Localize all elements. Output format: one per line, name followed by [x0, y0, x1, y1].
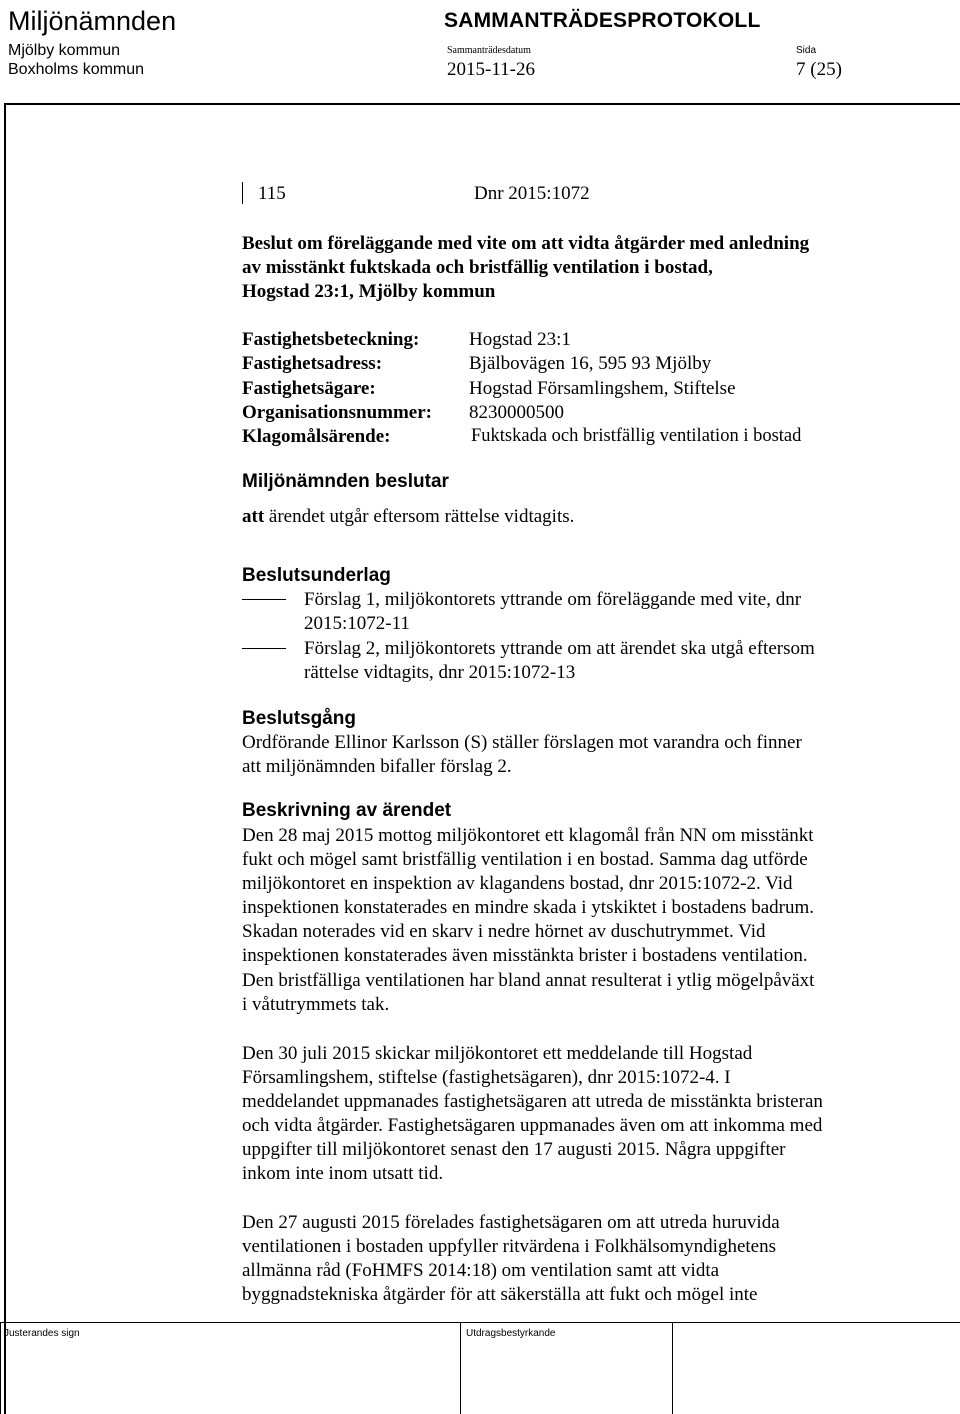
paragraph-marker: [242, 182, 243, 204]
decision-heading: Miljönämnden beslutar: [242, 471, 449, 492]
description-line: ventilationen i bostaden uppfyller ritvärdena i Folkhälsomyndighetens: [242, 1236, 776, 1257]
footer-divider: [0, 1322, 960, 1323]
case-dnr: Dnr 2015:1072: [474, 183, 590, 204]
paragraph-number: 115: [258, 183, 286, 204]
description-line: och vidta åtgärder. Fastighetsägaren uppmanades även om att inkomma med: [242, 1115, 823, 1136]
description-line: Den 27 augusti 2015 förelades fastighetsägaren om att utreda huruvida: [242, 1212, 780, 1233]
footer-box-divider: [460, 1322, 461, 1414]
footer-box-left-edge: [0, 1322, 1, 1414]
description-line: inspektionen konstaterades även misstänkta brister i bostadens ventilation.: [242, 945, 808, 966]
left-margin-line: [4, 103, 6, 1414]
decision-lead: att: [242, 506, 265, 527]
basis-item-line: Förslag 2, miljökontorets yttrande om att ärendet ska utgå eftersom: [304, 638, 815, 659]
property-value-owner: Hogstad Församlingshem, Stiftelse: [469, 378, 736, 399]
case-title-line: Hogstad 23:1, Mjölby kommun: [242, 281, 496, 302]
page-number: 7 (25): [796, 59, 842, 80]
list-dash: [242, 648, 286, 649]
case-title-line: av misstänkt fuktskada och bristfällig ventilation i bostad,: [242, 257, 713, 278]
procedure-line: Ordförande Ellinor Karlsson (S) ställer förslagen mot varandra och finner: [242, 732, 802, 753]
description-line: i våtutrymmets tak.: [242, 994, 390, 1015]
description-line: byggnadstekniska åtgärder för att säkerställa att fukt och mögel inte: [242, 1284, 758, 1305]
basis-item-line: rättelse vidtagits, dnr 2015:1072-13: [304, 662, 576, 683]
excerpt-label: Utdragsbestyrkande: [466, 1328, 556, 1339]
signature-label: Justerandes sign: [4, 1328, 80, 1339]
basis-item-line: Förslag 1, miljökontorets yttrande om föreläggande med vite, dnr: [304, 589, 802, 610]
date-value: 2015-11-26: [447, 59, 535, 80]
property-label-org-number: Organisationsnummer:: [242, 402, 432, 423]
org-name: Miljönämnden: [8, 6, 177, 36]
property-label-address: Fastighetsadress:: [242, 353, 383, 374]
procedure-line: att miljönämnden bifaller förslag 2.: [242, 756, 512, 777]
decision-text: [242, 506, 574, 528]
property-value-address: Bjälbovägen 16, 595 93 Mjölby: [469, 353, 712, 374]
description-line: Den 28 maj 2015 mottog miljökontoret ett klagomål från NN om misstänkt: [242, 825, 814, 846]
municipality-2: Boxholms kommun: [8, 61, 145, 78]
list-dash: [242, 599, 286, 600]
description-line: Församlingshem, stiftelse (fastighetsägaren), dnr 2015:1072-4. I: [242, 1067, 731, 1088]
description-line: uppgifter till miljökontoret senast den 17 augusti 2015. Några uppgifter: [242, 1139, 786, 1160]
description-line: inkom inte inom utsatt tid.: [242, 1163, 444, 1184]
page-label: Sida: [796, 45, 817, 56]
description-line: meddelandet uppmanades fastighetsägaren att utreda de misstänkta bristeran: [242, 1091, 823, 1112]
property-label-complaint: Klagomålsärende:: [242, 426, 391, 447]
description-line: Skadan noterades vid en skarv i nedre hörnet av duschutrymmet. Vid: [242, 921, 766, 942]
description-line: inspektionen konstaterades en mindre skada i ytskiktet i bostadens badrum.: [242, 897, 814, 918]
procedure-heading: Beslutsgång: [242, 708, 357, 729]
description-line: Den bristfälliga ventilationen har bland annat resulterat i ytlig mögelpåväxt: [242, 970, 815, 991]
date-label: Sammanträdesdatum: [447, 45, 531, 56]
basis-item-line: 2015:1072-11: [304, 613, 410, 634]
case-title-line: Beslut om föreläggande med vite om att vidta åtgärder med anledning: [242, 233, 810, 254]
protocol-title: SAMMANTRÄDESPROTOKOLL: [444, 9, 761, 32]
basis-heading: Beslutsunderlag: [242, 565, 391, 586]
decision-body: ärendet utgår eftersom rättelse vidtagits.: [264, 506, 575, 527]
property-value-complaint: Fuktskada och bristfällig ventilation i bostad: [471, 426, 802, 446]
municipality-1: Mjölby kommun: [8, 42, 121, 59]
footer-box-divider: [672, 1322, 673, 1414]
header-divider: [4, 103, 960, 105]
property-value-org-number: 8230000500: [469, 402, 564, 423]
property-label-owner: Fastighetsägare:: [242, 378, 376, 399]
description-line: allmänna råd (FoHMFS 2014:18) om ventilation samt att vidta: [242, 1260, 720, 1281]
property-value-designation: Hogstad 23:1: [469, 329, 571, 350]
description-line: fukt och mögel samt bristfällig ventilation i en bostad. Samma dag utförde: [242, 849, 808, 870]
description-heading: Beskrivning av ärendet: [242, 800, 452, 821]
description-line: Den 30 juli 2015 skickar miljökontoret ett meddelande till Hogstad: [242, 1043, 753, 1064]
description-line: miljökontoret en inspektion av klagandens bostad, dnr 2015:1072-2. Vid: [242, 873, 793, 894]
property-label-designation: Fastighetsbeteckning:: [242, 329, 420, 350]
